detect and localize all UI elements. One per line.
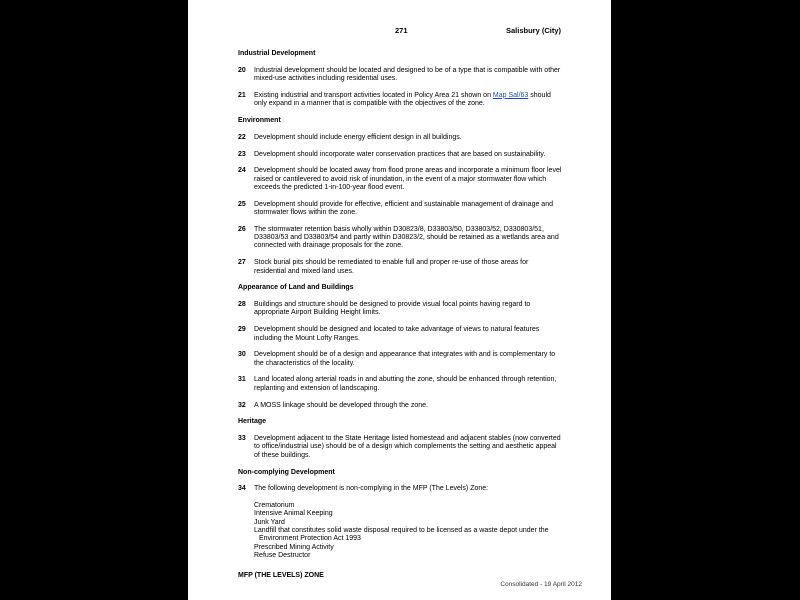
provision-33 xyxy=(238,435,562,460)
heading-heritage: Heritage xyxy=(238,418,267,426)
heading-industrial-development: Industrial Development xyxy=(238,50,316,57)
provision-number: 29 xyxy=(238,326,246,334)
map-link[interactable]: Map Sal/63 xyxy=(492,91,529,99)
list-item: Crematorium xyxy=(254,502,295,510)
provision-text: Development adjacent to the State Heritage listed homestead and adjacent stables (now converted to office/industrial use) should be of a design which complements the setting and aesthetic appeal of these buildings. xyxy=(254,435,561,459)
provision-text: Land located along arterial roads in and abutting the zone, should be enhanced through retention, replanting and extension of landscaping. xyxy=(254,376,557,392)
provision-number: 31 xyxy=(238,376,246,384)
heading-environment: Environment xyxy=(238,116,281,124)
provision-31 xyxy=(238,376,562,393)
provision-text: Development should be located away from flood prone areas and incorporate a minimum floor level raised or cantilevered to avoid risk of inundation, in the event of a major stormwater flow which exceeds the predicted 1-in-100-year flood event. xyxy=(254,167,562,191)
provision-text: The following development is non-complying in the MFP (The Levels) Zone: xyxy=(254,485,489,493)
provision-27 xyxy=(238,259,562,276)
list-item: Prescribed Mining Activity xyxy=(254,543,334,551)
provision-text: A MOSS linkage should be developed through the zone. xyxy=(254,401,428,409)
provision-text: Buildings and structure should be designed to provide visual focal points having regard to appropriate Airport Building Height limits. xyxy=(254,301,531,317)
provision-number: 33 xyxy=(238,435,246,443)
provision-text: Development should include energy efficient design in all buildings. xyxy=(254,133,462,141)
provision-number: 21 xyxy=(238,91,246,99)
list-item: Environment Protection Act 1993 xyxy=(259,535,361,543)
zone-footer: MFP (THE LEVELS) ZONE xyxy=(238,572,324,579)
provision-number: 24 xyxy=(238,167,246,175)
list-item: Landfill that constitutes solid waste disposal required to be licensed as a waste depot under the xyxy=(254,526,549,534)
provision-number: 20 xyxy=(238,66,246,74)
provision-20 xyxy=(238,67,562,84)
document-page xyxy=(188,0,611,600)
provision-text: Industrial development should be located and designed to be of a type that is compatible with other mixed-use activities including residential uses. xyxy=(254,66,561,83)
heading-non-complying: Non-complying Development xyxy=(238,468,335,476)
provision-number: 32 xyxy=(238,401,246,409)
provision-text-before: Existing industrial and transport activities located in Policy Area 21 shown on xyxy=(254,91,493,99)
provision-25 xyxy=(238,201,562,218)
list-item: Refuse Destructor xyxy=(254,551,311,559)
provision-number: 30 xyxy=(238,351,246,359)
provision-32 xyxy=(238,402,562,410)
provision-text: Stock burial pits should be remediated to enable full and proper re-use of those areas for residential and mixed land uses. xyxy=(254,259,529,275)
page-number: 271 xyxy=(395,26,408,35)
provision-number: 25 xyxy=(238,200,246,208)
provision-number: 28 xyxy=(238,301,246,309)
provision-24 xyxy=(238,167,562,192)
provision-number: 23 xyxy=(238,150,246,158)
provision-text: Development should provide for effective, efficient and sustainable management of drainage and stormwater flows within the zone. xyxy=(254,200,553,217)
provision-23 xyxy=(238,151,562,159)
provision-21 xyxy=(238,92,562,109)
list-item: Intensive Animal Keeping xyxy=(254,510,333,518)
provision-34 xyxy=(238,485,562,493)
consolidated-date: Consolidated - 19 April 2012 xyxy=(500,581,582,588)
provision-number: 22 xyxy=(238,133,246,141)
provision-22 xyxy=(238,134,562,142)
provision-28 xyxy=(238,301,562,318)
provision-number: 34 xyxy=(238,485,246,493)
provision-number: 27 xyxy=(238,259,246,267)
council-name: Salisbury (City) xyxy=(505,26,561,35)
page-content xyxy=(238,50,562,560)
provision-text: Development should be of a design and appearance that integrates with and is complementary to the characteristics of the locality. xyxy=(254,351,556,367)
provision-text xyxy=(254,92,562,109)
provision-text-after: should only expand in a manner that is compatible with the objectives of the zone. xyxy=(254,91,551,108)
provision-30 xyxy=(238,351,562,368)
heading-appearance: Appearance of Land and Buildings xyxy=(238,284,354,292)
provision-text: Development should incorporate water conservation practices that are based on sustainability. xyxy=(254,150,546,158)
non-complying-list xyxy=(254,502,562,560)
provision-text: Development should be designed and located to take advantage of views to natural features including the Mount Lofty Ranges. xyxy=(254,326,540,342)
provision-26 xyxy=(238,226,562,251)
provision-29 xyxy=(238,326,562,343)
provision-text: The stormwater retention basis wholly within D30823/8, D33803/50, D33803/52, D330803/51, D33803/53 and D33803/54 and partly within D30823/2, should be retained as a wetlands area and connected with drainage proposals for the zone. xyxy=(254,225,559,250)
provision-number: 26 xyxy=(238,225,246,233)
list-item: Junk Yard xyxy=(254,518,285,526)
